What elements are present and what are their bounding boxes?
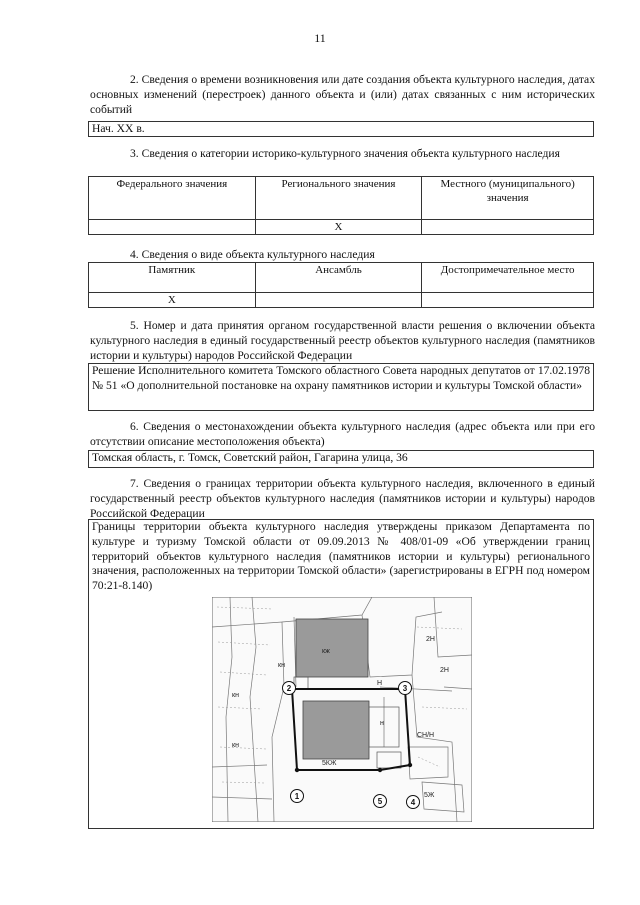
table-header-cell: Местного (муниципального) значения (422, 177, 594, 220)
section-6-value: Томская область, г. Томск, Советский район, Гагарина улица, 36 (92, 451, 408, 464)
map-label: кн (232, 742, 239, 749)
table-cell (422, 220, 594, 235)
table-header-cell: Регионального значения (255, 177, 422, 220)
table-cell: X (89, 293, 256, 308)
section-6-heading: 6. Сведения о местонахождении объекта культурного наследия (адрес объекта или при его отсутствии описание местоположения объекта) (90, 420, 595, 448)
map-label: 5Ж (424, 792, 435, 799)
section-5-value-box (88, 363, 594, 411)
table-header-cell: Достопримечательное место (422, 263, 594, 293)
table-cell (255, 293, 422, 308)
boundary-vertex (408, 763, 412, 767)
section-7-heading: 7. Сведения о границах территории объекта культурного наследия, включенного в единый государственный реестр объектов культурного наследия (памятников истории и культуры) народов Российской Федерации (90, 477, 595, 520)
map-label: 5КЖ (322, 760, 337, 767)
section-5-heading: 5. Номер и дата принятия органом государственной власти решения о включении объекта культурного наследия в единый государственный реестр объектов культурного наследия (памятников истории и культуры) народов Российской Федерации (90, 319, 595, 362)
map-label: н (380, 720, 384, 727)
category-table (88, 176, 594, 235)
section-3-heading: 3. Сведения о категории историко-культурного значения объекта культурного наследия (130, 147, 560, 160)
section-2-heading: 2. Сведения о времени возникновения или дате создания объекта культурного наследия, датах основных изменений (перестроек) данного объекта и (или) датах связанных с ним исторических событий (90, 73, 596, 116)
heritage-building (303, 701, 369, 759)
map-label: кн (232, 692, 239, 699)
section-2-value-box (88, 121, 594, 137)
table-row (89, 177, 594, 220)
table-row (89, 263, 594, 293)
table-row (89, 293, 594, 308)
map-label: 2Н (440, 667, 449, 674)
point-label: 1 (294, 792, 300, 801)
page-number: 11 (314, 31, 326, 45)
map-label: СН/Н (417, 732, 435, 739)
boundary-vertex (295, 768, 299, 772)
table-row (89, 220, 594, 235)
section-6-value-box (88, 450, 594, 468)
object-type-table (88, 262, 594, 308)
section-5-value: Решение Исполнительного комитета Томского областного Совета народных депутатов от 17.02.1978 № 51 «О дополнительной постановке на охрану памятников истории и культуры Томской области» (92, 364, 590, 392)
map-label: 2Н (426, 636, 435, 643)
table-header-cell: Федерального значения (89, 177, 256, 220)
table-header-cell: Ансамбль (255, 263, 422, 293)
table-cell (422, 293, 594, 308)
map-label: Н (377, 680, 383, 687)
neighbor-building (296, 619, 368, 677)
map-label: кж (322, 648, 330, 655)
boundary-vertex (378, 768, 382, 772)
section-4-heading: 4. Сведения о виде объекта культурного наследия (130, 248, 375, 261)
section-7-value: Границы территории объекта культурного наследия утверждены приказом Департамента по культуре и туризму Томской области от 09.09.2013 № 408/01-09 «Об утверждении границ территорий объектов культурного наследия (памятников истории и культуры) регионального значения, расположенных на территории Томской области» (зарегистрированы в ЕГРН под номером 70:21-8.140) (92, 520, 590, 593)
point-label: 5 (377, 797, 383, 806)
table-header-cell: Памятник (89, 263, 256, 293)
table-cell (89, 220, 256, 235)
boundary-map-image (212, 597, 472, 822)
table-cell: X (255, 220, 422, 235)
point-label: 4 (410, 798, 416, 807)
boundary-map (212, 597, 472, 822)
section-2-value: Нач. XX в. (92, 122, 145, 135)
point-label: 3 (402, 684, 408, 693)
map-label: кн (278, 662, 285, 669)
point-label: 2 (286, 684, 292, 693)
